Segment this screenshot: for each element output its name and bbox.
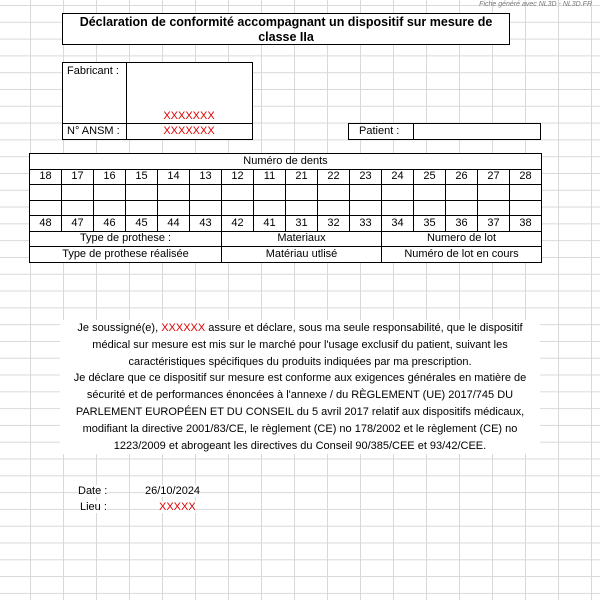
tooth-check-cell[interactable] (414, 200, 446, 216)
tooth-number: 12 (222, 169, 254, 185)
tooth-number: 31 (286, 216, 318, 232)
tooth-number: 27 (478, 169, 510, 185)
tooth-number: 28 (510, 169, 542, 185)
tooth-check-cell[interactable] (414, 185, 446, 201)
tooth-number: 13 (190, 169, 222, 185)
tooth-number: 25 (414, 169, 446, 185)
patient-label-box (348, 123, 414, 140)
tooth-check-cell[interactable] (222, 185, 254, 201)
tooth-number: 35 (414, 216, 446, 232)
ansm-label: N° ANSM : (67, 125, 120, 137)
info-value-row (30, 247, 542, 263)
materiaux-header: Materiaux (222, 231, 382, 247)
lower-teeth-check-row (30, 200, 542, 216)
tooth-check-cell[interactable] (190, 185, 222, 201)
tooth-check-cell[interactable] (254, 200, 286, 216)
tooth-number: 11 (254, 169, 286, 185)
upper-teeth-check-row (30, 185, 542, 201)
tooth-number: 32 (318, 216, 350, 232)
info-header-row (30, 231, 542, 247)
tooth-number: 14 (158, 169, 190, 185)
tooth-number: 24 (382, 169, 414, 185)
teeth-table (29, 153, 542, 263)
teeth-header: Numéro de dents (30, 154, 542, 170)
tooth-check-cell[interactable] (30, 185, 62, 201)
fabricant-label-box (62, 62, 127, 124)
lieu-label: Lieu : (80, 501, 107, 513)
tooth-check-cell[interactable] (94, 185, 126, 201)
tooth-number: 36 (446, 216, 478, 232)
tooth-number: 38 (510, 216, 542, 232)
tooth-check-cell[interactable] (62, 185, 94, 201)
tooth-number: 47 (62, 216, 94, 232)
declaration-text (60, 320, 540, 454)
tooth-check-cell[interactable] (478, 185, 510, 201)
ansm-value-box[interactable] (126, 123, 253, 140)
tooth-check-cell[interactable] (62, 200, 94, 216)
tooth-number: 41 (254, 216, 286, 232)
tooth-number: 45 (126, 216, 158, 232)
numero-lot-header: Numero de lot (382, 231, 542, 247)
tooth-number: 18 (30, 169, 62, 185)
tooth-number: 22 (318, 169, 350, 185)
upper-teeth-numbers-row (30, 169, 542, 185)
declaration-paragraph-1 (60, 320, 540, 370)
tooth-check-cell[interactable] (382, 200, 414, 216)
tooth-number: 42 (222, 216, 254, 232)
ansm-label-box (62, 123, 127, 140)
declaration-p1-start: Je soussigné(e), (77, 322, 162, 334)
tooth-check-cell[interactable] (222, 200, 254, 216)
tooth-number: 23 (350, 169, 382, 185)
tooth-check-cell[interactable] (382, 185, 414, 201)
tooth-check-cell[interactable] (318, 185, 350, 201)
tooth-number: 33 (350, 216, 382, 232)
tooth-check-cell[interactable] (30, 200, 62, 216)
tooth-number: 43 (190, 216, 222, 232)
tooth-check-cell[interactable] (318, 200, 350, 216)
lieu-value[interactable]: XXXXX (159, 501, 196, 513)
tooth-number: 34 (382, 216, 414, 232)
numero-lot-value[interactable]: Numéro de lot en cours (382, 247, 542, 263)
tooth-check-cell[interactable] (94, 200, 126, 216)
tooth-number: 48 (30, 216, 62, 232)
tooth-number: 46 (94, 216, 126, 232)
date-value[interactable]: 26/10/2024 (145, 485, 201, 497)
declarant-name: XXXXXX (161, 322, 206, 334)
tooth-check-cell[interactable] (286, 185, 318, 201)
ansm-value: XXXXXXX (163, 125, 215, 137)
tooth-check-cell[interactable] (446, 200, 478, 216)
generator-credit: Fiche généré avec NL3D - NL3D.FR (479, 1, 592, 8)
tooth-check-cell[interactable] (478, 200, 510, 216)
tooth-number: 17 (62, 169, 94, 185)
tooth-check-cell[interactable] (510, 200, 542, 216)
tooth-check-cell[interactable] (254, 185, 286, 201)
fabricant-value: XXXXXXX (163, 110, 215, 122)
prothese-type-value[interactable]: Type de prothese réalisée (30, 247, 222, 263)
tooth-check-cell[interactable] (190, 200, 222, 216)
tooth-check-cell[interactable] (126, 200, 158, 216)
date-label: Date : (78, 485, 108, 497)
fabricant-label: Fabricant : (67, 65, 119, 77)
declaration-paragraph-2: Je déclare que ce dispositif sur mesure est conforme aux exigences générales en matière de sécurité et de performances énoncées à l'annexe / du RÈGLEMENT (UE) 2017/745 DU PARLEMENT EUROPÉEN ET DU CONSEIL du 5 avril 2017 relatif aux dispositifs médicaux, modifiant la directive 2001/83/CE, le règlement (CE) no 178/2002 et le règlement (CE) no 1223/2009 et abrogeant les directives du Conseil 90/385/CEE et 93/42/CEE. (73, 372, 527, 452)
tooth-check-cell[interactable] (510, 185, 542, 201)
patient-value-box[interactable] (413, 123, 541, 140)
tooth-check-cell[interactable] (126, 185, 158, 201)
tooth-number: 26 (446, 169, 478, 185)
page-title: Déclaration de conformité accompagnant un dispositif sur mesure de classe IIa (62, 13, 510, 45)
tooth-number: 21 (286, 169, 318, 185)
lower-teeth-numbers-row (30, 216, 542, 232)
tooth-number: 16 (94, 169, 126, 185)
tooth-number: 15 (126, 169, 158, 185)
prothese-type-header: Type de prothese : (30, 231, 222, 247)
patient-label: Patient : (359, 125, 400, 137)
declaration-p1-end: assure et déclare, sous ma seule responsabilité, que le dispositif médical sur mesure est mis sur le marché pour l'usage exclusif du patient, suivant les caractéristiques spécifiques du produits indiquées par ma prescription. (92, 322, 523, 368)
tooth-check-cell[interactable] (286, 200, 318, 216)
tooth-check-cell[interactable] (446, 185, 478, 201)
materiau-value[interactable]: Matériau utlisé (222, 247, 382, 263)
tooth-number: 37 (478, 216, 510, 232)
tooth-check-cell[interactable] (158, 200, 190, 216)
tooth-check-cell[interactable] (350, 200, 382, 216)
fabricant-value-box[interactable] (126, 62, 253, 124)
tooth-check-cell[interactable] (158, 185, 190, 201)
tooth-number: 44 (158, 216, 190, 232)
tooth-check-cell[interactable] (350, 185, 382, 201)
